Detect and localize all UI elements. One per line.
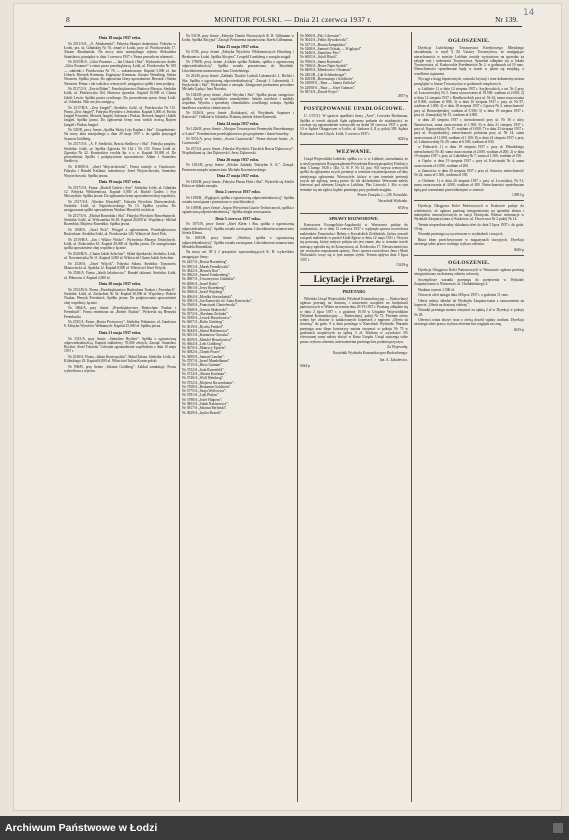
register-entry: Nr 1071/B, prwy firmie „Józef Klein i Ska, spółka z ograniczoną odpowiedzialnością”. Spółka została rozwiązana. Likwidatorem ustanowiono Józefa Kleina. — [182, 222, 294, 235]
register-entry: Nr 1515/A, przy firmie „Stanisław Rychter”. Spółka z ograniczoną odpowiedzialnością. Kapitał zakładowy 70,000 złotych. Zarząd: Stanisław Rychter, Józef Tokarski. Uchwała zgromadzenia wspólników z dnia 10 maja 1937 r. — [64, 336, 176, 354]
register-entry: Nr 2517/3/A. „A. F. Siedlecki, Bracia Siedleccy i Ska”. Fabryka przędzy. Siedziba: Łódź, ul. Spółka Zgierska Nr 144 i Nr 135. Firma Łódź ul. Zgierska Nr 22. Konstruktor zwykła Sp. z o. o. Kapitał 50,000 zł. Do prowadzenia Spółki i podpisywania upoważnieni: Adam i Stanisław Siedleccy. — [64, 142, 176, 164]
struck-firm-entry: Nr 3651/A „Kazimierz Gruszka”. — [182, 333, 231, 338]
register-entry: Nr 2531/B/A. Firma „Przedsiębiorstwo Budowlane Noakar i Ferenbach”. Siedziba: Łódź, ul. Zachodnia Nr 34. Kapitał 30,000 zł. Wspólnicy: Robert Noakar, Henryk Ferenbach. Spółka jawna. Do podpisywania upoważnieni obaj wspólnicy łącznie. — [64, 287, 176, 305]
page-number: 8 — [66, 15, 70, 24]
register-entry: Nr 2572/A, prwy firmie „Fabryka Wyrobów Tkackich Bracia Dąbrowscy”. Wspólnikami są: Jan Dąbrowski i Jerzy Dąbrowski. — [182, 146, 294, 156]
bankruptcy-text: U. 1/37/21. W sprawie upadłości firmy „Arce”, Leworka Hochmana, Spółka w trzech akcjach Sądu ogłoszono podanie do wiadomości, że zwołuje się zgromadzenie wierzycieli na dzień 30 czerwca 1937 r. godz. 10 w Sądzie Okręgowym w Łodzi, ul. Sadowa 4, II p. pokój 309. Sędzia Komisarz: Leon Ulrych. Łódź, 5 czerwca 1937 r. — [300, 114, 408, 136]
announcement-heading: OGŁOSZENIE. — [448, 260, 490, 267]
struck-firm-entry: Nr 3887/A „Towarzystwo Gdańskie”. — [182, 277, 237, 282]
announcement-body — [414, 268, 524, 327]
struck-firm-entry: Nr 3862/A „Szmul Frankenberg”. — [182, 273, 231, 278]
struck-firm-entry: Nr 3768/A „Beniamin Goldstein”. — [182, 384, 232, 389]
column-divider — [179, 32, 180, 802]
register-entry: Nr 1026/A, prwy firmie „Kodakopol, wł. Woydanek, Szpauser i Kniewski”. Oddział w Gdańsku. Prokurę udziela Adam Kniewski. — [182, 111, 294, 120]
announcement-paragraph: Warunki przetargu można otrzymać za opłatą 2 zł w Dyrekcji w pokoju Nr 28. — [414, 308, 524, 317]
struck-firm-entry: Nr 23099/A „ Bara — Janina Zielicka”. — [300, 81, 357, 86]
section-rule — [300, 144, 408, 145]
corner-square-icon — [553, 823, 563, 833]
announcement-paragraph: Biura złom przechowywane w magazynach stacyjnych. Dyrekcja zastrzega sobie prawo wolnego wyboru oferenta. — [414, 237, 524, 247]
struck-firm-entry: Nr 3775/A „Szaja Wolfowicz”. — [182, 389, 227, 394]
column-register-continued — [182, 34, 294, 804]
register-entry: Nr 2517/B/A. „Zew Jangiel”, Siedziba: Łódź, ul. Piotrkowska Nr 115. Firma „Zew Jangiel”, Fabryka Wyrobów z Jedwabiu. Kapitał 5,000 zł. Pachis Jangiel Pomirski, Moszek Jangiel, Salomon i Pinkus, Herszek Jangiel i Jakób Jangiel. Spółka jawna. Do zgłoszenia firmy oraz weksli tworzą Rojzen Jangiel i Pinkus Jangiel. — [64, 105, 176, 127]
register-entry: Nr 2511/3/A. „A. Abrahamski”, Fabryka Skarpet doniesiono. Fabryka w Łodzi, prz. ul. Gdańskiej Nr 76, zmarł w Łodzi, przy ul. Piotrkowskiej 17. Abram Abrahamski. Na mocy aktu notarjalnego rejentu Aleksandra Stanisława, pomiędzy w dniu 1 czerwca 1937 r. Firma przeszła na własność... — [64, 41, 176, 59]
struck-firm-entry: Nr 3670/A „Maurycy Epstein”. — [182, 346, 227, 351]
register-entry: Nr 2517/2/A. „Erwin Böhm”, Przedsiębiorstwo Budowy Maszyn. Siedziba Łódź, ul. Piotrkowska 164. Hurtowa sprzedaż. Kapitał 10,000 zł. Chaim Jakób Lewin. Spółka prawa cywilnego. Do prowadzenia spraw firmy Łódź, ul. Gdańska. Nikt nie jest zastępcą. — [64, 87, 176, 105]
archive-name: Archiwum Państwowe w Łodzi — [5, 822, 158, 834]
announcement-paragraph: Szczegółowe warunki przetargu do przejrzenia w Wydziale Zaopatrywania w Warszawie, ul. Chałubińskiego 4. — [414, 277, 524, 287]
struck-firms-list — [300, 34, 408, 94]
register-entry: Nr 1456/B, prwy firmie „Fabryka Pluszu Holz i Ska”. Wykreśla się Adolfa Holza ze składu zarządu. — [182, 179, 294, 189]
summons-text: Urząd Wojewódzki Lubelski, spółka z o. o. w Lublinie, zawiadamia, że w myśl przepisów Rozporządzenia Prezydenta Rzeczypospolitej Polskiej z dnia 3 lutego 1928 r. (Dz. U. R. P. Nr 13, poz. 93) wzywa wierzycieli spółki do zgłoszenia swych pretensji w terminie trzymiesięcznym od daty niniejszego ogłoszenia. Wierzyciele, którzy w tym terminie pretensji swych nie zgłoszą, utracą prawo do ich dochodzenia. Wezwania należy kierować pod adresem Urzędu w Lublinie, Plac Litewski 1. Kto w tym terminie się nie zgłosi, będzie pominięty przy podziale majątku. — [300, 157, 408, 192]
notice-code: 15418-g — [396, 263, 408, 268]
section-rule — [414, 200, 524, 201]
register-entry: Nr 1169/B/A. „Józef Wojciechowski”, Firma istnieje w Ozorkowie. Fabryka i Handel Kaflami; udziałowcy: Józef Wojciechowski, Stanisław Wojciechowski. Spółka jawna. — [64, 164, 176, 178]
announcement-heading: OGŁOSZENIE. — [448, 38, 490, 44]
struck-firm-entry: Nr 3829/A „Izydor Brandt”. — [182, 410, 223, 415]
struck-firm-entry: Nr 3740/A „Wolf Weinberg”. — [182, 376, 225, 381]
announcement-paragraph: Oferenci winni złożyć wraz z ofertą dowód wpłaty wadium. Dyrekcja zastrzega sobie prawo wyboru oferenta bez względu na cenę. — [414, 318, 524, 327]
notice-code: 6516-p — [397, 205, 408, 210]
date-heading: Dnia 3 czerwca 1937 roku. — [215, 215, 261, 221]
struck-firm-entry: Nr 3664/A „Leib Goldberg”. — [182, 341, 224, 346]
gazette-title: MONITOR POLSKI. — Dnia 21 czerwca 1937 r. — [214, 15, 372, 24]
notice-code: 6026-p — [513, 247, 524, 252]
announcement-paragraph: Termin nieprzekraczalny składania ofert do dnia 5 lipca 1937 r. do godz. 10-tej. — [414, 222, 524, 231]
pencil-page-mark: 14 — [523, 8, 535, 18]
struck-firm-entry: Nr 3707/A „Izrael Mandelbaum”. — [182, 359, 231, 364]
tender-signature: Inż. A. Zakolewicz. — [379, 357, 408, 362]
register-entry: Nr 1643/B, prwy firmie „Józef Woydan i Ska”. Spółka jawna, zastępstwo spółki: każdy ze wspólników samodzielnie. Szkoła wyrobów i zakłady wspólnot. Wyrobu i sprzedaży chemikaliów wszelkiego rodzaju. Spółka handlowa wyrobów chemicznych. — [182, 92, 294, 110]
announcement-paragraph: w Puławach: 1) w dniu 19 sierpnia 1937 r. przy ul. Piłsudskiego nieruchomość Nr 40, suma oszacowania zł 2.000, wadium zł 200; 2) w dniu 19 sierpnia 1937 r. przy ul. Lubelskiej Nr 7, suma zł 1.500, wadium zł 150. — [414, 145, 524, 158]
struck-firm-entry: Nr 3722/A „Juda Rozenfeld”. — [182, 367, 225, 372]
register-entry: Nr 2530/A. Firma „Jakób Jakubowicz”. Handel skórami. Siedziba: Łódź, ul. Północna 4. Kapitał 2,000 zł. — [64, 271, 176, 280]
struck-firm-entry: Nr 3568/A „Gerson Skalewski”. — [182, 307, 229, 312]
struck-firm-entry: Nr 3715/A „Hirsz Gutman”. — [182, 363, 223, 368]
struck-firm-entry: Nr 3619/A „Rywka Frenkel”. — [182, 324, 225, 329]
announcement-paragraph: Otwarcie ofert nastąpi dnia 28 lipca 1937 r. o godzinie 11 rano. — [418, 293, 509, 298]
column-divider — [411, 32, 412, 802]
notice-code: 13991-g — [512, 193, 524, 197]
date-heading: Dnia 25 maja 1937 roku. — [216, 43, 260, 49]
struck-firm-entry: Nr 2401/B „Lah Schlensberger”. — [300, 72, 348, 77]
notice-code: 6025-p — [397, 137, 408, 142]
column-divider — [297, 32, 298, 802]
summons-heading: WEZWANIE. — [336, 149, 372, 156]
register-entry: Nr 1226/B, prwy firmie „Akcyjne Towarzystwo Przemysłu Bawełnianego w Łodzi”. Przedmiotem przedsiębiorstwa jest przędzenie i tkanie bawełny. — [182, 127, 294, 136]
struck-firm-entry: Nr 3803/A „Jakub Rabinowicz”. — [182, 402, 229, 407]
struck-firm-entry: Nr 22000/A „ Bara — Józef Gutman”. — [300, 85, 356, 90]
register-entry: Nr 1189/B, prwy firmie „Argon Wytwórnia Gazów Technicznych, spółka z ograniczoną odpowiedzialnością”. Spółka uległa rozwiązaniu. — [182, 205, 294, 215]
struck-firm-entry: Nr 5044/A „Feliks Rywakowski”. — [300, 38, 349, 43]
struck-firm-entry: Nr 3607/A „Rufin Ginsberg”. — [182, 320, 225, 325]
struck-firm-entry: Nr 4006/A „Izrael Kohn”. — [182, 281, 220, 286]
struck-firm-entry: Nr 3752/A „Mojżesz Kirszenbaum”. — [182, 380, 235, 385]
notice-code: 6015-p — [513, 327, 524, 332]
register-entry: Nr 1789/B, prwy firmie „Łódzka spółka Nabiału, spółka z ograniczoną odpowiedzialnością”. Spółka została przeniesiona do Skrzelnik. Likwidatorem ustanowiono Jana Ciesielskiego. — [182, 60, 294, 73]
announcement-paragraph: Wadium wynosi 1.500 zł. — [418, 287, 455, 292]
register-entry: Nr 261/B, prwy firmie „Zakłady Tkackie Ludwik Lubomirski. L. Bielski i Ska. Spółka z ograniczoną odpowiedzialnością”. Zarząd: I. Lubomirski. J. Strykowski i Ska”. Wykreślono z zarządu. Zastępcami prokuranta powołano Michała Gąskę i Jana Nowaka. — [182, 74, 294, 92]
announcement-body — [414, 204, 524, 246]
struck-firm-entry: Nr 3590/A „Lewek Boruchowicz”. — [182, 316, 233, 321]
register-entry: Nr 67/B, prwy firmie „Fabryka Wyrobów Włókienniczych Hirszberg i Birnbaum w Łodzi, Spółka Akcyjna”. Leopold Landsberg z zarządu ustąpił. — [182, 50, 294, 59]
announcement-body — [414, 46, 524, 192]
notice-code: 6044-p — [300, 363, 311, 368]
struck-firm-entry: Nr 3961/A „Jerzy Rozenberg”. — [182, 286, 227, 291]
struck-firm-entry: Nr 2603/B „Borensztajn i Goldstein”. — [300, 76, 355, 81]
register-entry: Nr 1198/B, „Węglopol, spółka z ograniczoną odpowiedzialnością”. Spółka została rozwiązana i postawiona w stan likwidacji. — [182, 196, 294, 205]
struck-firm-entry: Nr 3699/A „Samuel Landau”. — [182, 354, 225, 359]
register-entry: Nr 1008/A. „Józef Pick”. Wstąpił z ogłoszeniem. Przedsiębiorstwo Budowlane. Siedziba Łódź, ul. Piotrkowska 120. Właściciel Józef Pick. — [64, 227, 176, 237]
register-entry: Nr 9551/A, prwy firmie „Arcon Czarnowski”. Firma obecnie brzmi „A. Czarnowski”. — [182, 137, 294, 146]
struck-firm-entry: Nr 3798/A „Józef Halpern”. — [182, 397, 223, 402]
tender-text: Wileński Urząd Wojewódzki (Wydział Komunikacyjny — Budowlany) ogłasza przetarg na dostawę i ustawienie urządzeń na budynkach państwowych w Wilnie na termin dnia 29.VI.1937 r. Przetarg odbędzie się w dniu 2 lipca 1937 r. o godzinie 10.00 w Urzędzie Wojewódzkim (Wydział Komunikacyjny — Budowlany), pokój Nr 75. Pisemne oferty winny być złożone w zalakowanych kopertach z napisem „Oferta na dostawę” do godz. 9 w dniu przetargu w Kancelarii Wydziału. Warunki przetargu oraz ślepe kosztorysy można otrzymać w pokoju Nr 75 w godzinach urzędowych za opłatą 3 zł. Wadium w wysokości 5% oferowanej sumy należy złożyć w Kasie Urzędu. Urząd zastrzega sobie prawo wyboru oferenta, unieważnienia przetargu bez podania przyczyn. — [300, 296, 408, 344]
tender-signature: Naczelnik Wydziału Komunikacyjno-Budowlanego: — [332, 351, 408, 356]
announcement-paragraph: w Zamościu: w dniu 20 sierpnia 1937 r. przy ul. Staszica, nieruchomość Nr 24, suma zł 5.500, wadium zł 550. — [414, 169, 524, 178]
register-entry: Nr 2535/A. Firma „Bracia Piotrowscy”. Siedziba: Pabianice, ul. Zamkowa 8. Fabryka Wyrobów Wełnianych. Kapitał 25,000 zł. Spółka jawna. — [64, 320, 176, 329]
register-entry: Nr 2517/3/A. Firma: „Rudolf Gadeis i Syn”. Siedziba: Łódź, ul. Gdańska 12. Fabryka Włókiennicza. Kapitał 5,000 zł. Rudolf Gadeis i Syn Mieczysław. Spółka jawna. Do zgłaszania firmy upoważnieni obaj wspólnicy. — [64, 185, 176, 199]
tender-signature: Za Wojewodę: — [387, 345, 408, 350]
date-heading: Dnia 21 maja 1937 roku. — [98, 329, 142, 335]
bankruptcy-heading: POSTĘPOWANIE UPADŁOŚCIOWE. — [303, 106, 405, 113]
notice-code: 2957-p — [397, 94, 408, 99]
date-heading: Dnia 18 maja 1937 roku. — [98, 35, 142, 40]
announcement-paragraph: Dyrekcja Lubelskiego Towarzystwa Kredytowego Miejskiego zawiadamia, w myśl § 82 Ustawy Towarzystwa, że następujące nieruchomości w mieście Lublinie zostały wystawione na sprzedaż za zaległe raty i należności Towarzystwa. Sprzedaż odbędzie się w lokalu Towarzystwa, ul. Krakowskie Przedmieście Nr 2, w godzinach od 10 rano. Nieruchomości sprzedawane będą w stanie w jakim się znajdują, z wszelkimi ciężarami. — [414, 46, 524, 76]
struck-firm-entry: Nr 5446/A „Stanisław Pers”. — [300, 51, 342, 56]
register-entry: Nr 2517/3/A. „Wacław Hirszfeld”, Fabryka Wyrobów Dziewiarskich. Siedziba: Łódź, ul. Napiórkowskiego Nr 13. Spółka cywilna. Do zastępowania spółki upoważniony Wacław Hirszfeld osobiście. — [64, 199, 176, 213]
auctions-section-heading: Licytacje i Przetargi. — [300, 272, 408, 286]
register-entry: Nr 1651/B, prwy firmie „Polskie Zakłady Tekstylne S. A.”. Zarząd: Prezesem zarządu ustanowiono Michała Korzeniewskiego. — [182, 163, 294, 172]
column-announcements — [414, 34, 524, 804]
register-entry: Nr 2538/A. Firma „Julian Koniecpolski”, Skład Żelaza. Siedziba: Łódź, ul. Kilińskiego 28. Kapitał 6,000 zł. Właściciel Julian Koniecpolski. — [64, 354, 176, 364]
section-rule — [300, 101, 408, 102]
struck-firm-entry: Nr 3572/A „Abraham Zielonki”. — [182, 311, 229, 316]
column-notices — [300, 34, 408, 804]
struck-firm-entry: Nr 3734/A „Abram Kaufman”. — [182, 371, 227, 376]
struck-firm-entry: Nr 7496/A „Herze Najer Szolek”. — [300, 64, 349, 69]
register-entry: Nr 1683/B, prwy firmie „Wartbos, spółka z ograniczoną odpowiedzialnością”. Spółka została rozwiązana. Likwidatorem ustanowiono Mendela Rosenblata. — [182, 236, 294, 249]
page-header — [64, 12, 522, 27]
struck-firm-entry: Nr 2457/A „Bracia Rozenberg”. — [182, 260, 229, 265]
register-entry: Nr 2517/5/A. „Michał Rozenblat i Ska”. Fabryka Wyrobów Bawełnianych. Siedziba: Łódź, ul. Wólczańska Nr 65. Kapitał 20,000 zł. Wspólnicy: Michał Rozenblat, Mojżesz Rozenblat. Spółka jawna. — [64, 213, 176, 227]
announcement-paragraph: Wyciągi z ksiąg hipotecznych, warunki licytacji i inne dokumenty można przeglądać w biurze Towarzystwa w godzinach urzędowych. — [414, 77, 524, 86]
date-heading: Dnia 20 maja 1937 roku. — [98, 280, 142, 286]
register-entry: Nr 936/B, przy firmie „Szlama Goldberg”. Zakład zamknięty. Firma wykreślona z rejestru. — [64, 364, 176, 373]
column-register-entries — [64, 34, 176, 804]
struck-firm-entry: Nr 3644/A „Szmul Rubinowicz”. — [182, 328, 230, 333]
struck-firm-entry: Nr 8409/A „Mendowicz i Neuman”. — [300, 68, 353, 73]
announcement-paragraph: w Lublinie: 1) w dniu 12 sierpnia 1937 r. Szyjkowskich, z art. Nr 2 przy ul. Łuszczewskiej Nr 3. Suma oszacowania zł 19.500, wadium zł 2.000; 2) w dniu 12 sierpnia 1937 r. Bendkowskich przy ul. Nr 62, suma oszacowania zł 8.000, wadium zł 800; 3) w dniu 16 sierpnia 1937 r. przy ul. Nr 97, wadium zł 1.000; 4) w dniu 18 sierpnia 1937 r. Lipowa Nr 2, nieruchomość przy ul. Bernardyńskiej, wadium zł 5.500; 5) w dniu 19 sierpnia 1937 r. przy ul. Zamojskiej Nr 15, wadium zł 4.000. — [414, 87, 524, 117]
section-rule — [300, 213, 408, 214]
announcement-paragraph: w Opolu: w dniu 19 sierpnia 1937 r. przy ul. Kościuszki Nr 4, suma oszacowania zł 2.000, wadium zł 200. — [414, 159, 524, 168]
struck-firm-entry: Nr 7006/A „Sama Rozenzka”. — [300, 59, 344, 64]
register-entry: Nr 1864/A, przy firmie „Przedsiębiorstwo Budowlane Noakar i Ferenbach”. Firma zmieniona na „Robert Noakar”. Wykreśla się Henryka Ferenbacha. — [64, 306, 176, 319]
date-heading: Dnia 2 czerwca 1937 roku. — [215, 189, 261, 195]
summons-signature: Prezes Zarządu: (—) M. Kowalski. — [357, 192, 408, 197]
register-entry: Nr 2519/B/A. „Jan i Wiktor Wittke”. Wytwórnia Maszyn Tekstylnych. Łódź, ul. Rokicińska 65. Kapitał 40,000 zł. Spółka jawna. Do zastępowania spółki upoważnieni obaj wspólnicy łącznie. — [64, 237, 176, 251]
announcement-paragraph: w Chełmie: 1) w dniu 20 sierpnia 1937 r. przy ul. Lwowskiej, Nr 51, suma oszacowania zł 4.000, wadium zł 400. Nieruchomości sprzedawane będą pod warunkami przewidzianymi w ustawie. — [414, 178, 524, 192]
register-entry: Nr 2528/A. „Józef Wójcik”, Fabryka Sukna. Siedziba: Tomaszów Mazowiecki, ul. Spalska 12. Kapitał 8,000 zł. Właściciel Józef Wójcik. — [64, 261, 176, 270]
register-entry: Nr 2015/B/A. „Gilos Pozamer — Jan Urbach i Ska”. Wydawnictwo dzieło „Gilos Pozamer” z ziemi przez przedsiębiorcę. Łódź, ul. Piotrkowska Nr 100 — sukienki i Piotrkowska Nr 76 — zakonkowany. Kapitał 5,000 zł. Jan Urbach. Herszek Krenman, Eugenjusz Krenman, Gustaw Wenzberg, Stefan Neustein. Spółka jawna. Do zgłoszenia firmy upoważnieni: Herszek i Stefan Neustein. Prima: i tab wekslu u wierzycieli; zastępstwo spółki i inne podpisy. — [64, 60, 176, 86]
struck-firm-entry: Nr 6005/A „Adolf Błach”. — [300, 55, 338, 60]
divorce-heading: SPRAWY ROZWODOWE. — [329, 215, 379, 221]
struck-firm-entry: Nr 3817/A „Szloma Berlinski”. — [182, 406, 228, 411]
struck-firm-entry: Nr 3581/A „Jan Kanowski wł. Anna Kanowska”. — [182, 298, 253, 303]
announcement-paragraph: w dniu 20 sierpnia 1937 r. nieruchomość przy ul. Nr 36 z ulicy Narutowicza, suma oszacowania zł 1.500; 6) w dniu 21 sierpnia 1937 r. przy ul. Kapucyńskiej Nr 17, wadium zł 3.000; 7) w dniu 23 sierpnia 1937 r. przy ul. Świętoduskiej, nieruchomość położona przy ul. Nr 14, suma oszacowania zł 11.000, wadium zł 1.100; 8) w dniu 24 sierpnia 1937 r. przy ul. Lubartowskiej Nr 29, suma zł 6.500, wadium zł 650. — [414, 118, 524, 144]
struck-firm-entry: Nr 5208/A „Samuel Ochsak — Wąglopol”. — [300, 46, 363, 51]
archive-footer-bar — [0, 816, 569, 840]
date-heading: Dnia 26 maja 1937 roku. — [216, 156, 260, 162]
struck-firm-entry: Nr 5006/A „Pik i Libersam”. — [300, 34, 342, 38]
date-heading: Dnia 19 maja 1937 roku. — [98, 178, 142, 184]
issue-number: Nr 139. — [495, 15, 518, 24]
struck-firm-entry: Nr 3659/A „Mendel Herszkowicz”. — [182, 337, 233, 342]
struck-firm-entry: Nr 4064/A „Mordka Starozdański”. — [182, 294, 234, 299]
announcement-paragraph: Dyrekcja Okręgowa Kolei Państwowych w Warszawie ogłasza przetarg nieograniczony na dostawę odzieży roboczej. — [414, 268, 524, 277]
struck-firm-entry: Nr 3901/A „Marek Frendlowski”. — [182, 264, 231, 269]
struck-firm-entry: Nr 3560/A „Franciszek Chmielewski”. — [182, 303, 238, 308]
register-entry: Nr 2520/B/A. „Chaim Jakób Szlechter”, Skład Aptekarski. Siedziba: Łódź, ul. Nowomiejska Nr 11. Kapitał 3,000 zł. Właściciel Chaim Jakób Szlechter. — [64, 251, 176, 261]
struck-firm-entry: Nr 3682/A „Chaim Fiszer”. — [182, 350, 222, 355]
register-entry: Nr 531/B, przy firmie „Fabryka Tkanin Wzorzystych R. B. Gilbmann w Łodzi, Spółka Akcyjna”. Zarząd: Prokurenta ustanowiono Józefa Gilbmanna. — [182, 34, 294, 43]
struck-firm-entry: Nr 3781/A „Lejb Pinkus”. — [182, 393, 220, 398]
struck-firm-entry: Nr 5874/A „Dawid Frejer”. — [300, 89, 340, 94]
announcement-paragraph: Dyrekcja Okręgowa Kolei Państwowych w Krakowie podaje do wiadomości, że ogłasza przetarg nieograniczony na sprzedaż złomu i materjałów staroużytecznych ze stacji Oświęcim. Bliższe informacje w Wydziale Zaopatrywania w Krakowie, ul. Dworcowa Nr 2 pokój Nr 14. — [414, 204, 524, 222]
struck-firm-entry: Nr 3842/A „Henoch Kon”. — [182, 268, 221, 273]
announcement-paragraph: Oferty należy składać do Wydziału Zaopatrywania z oznaczeniem na kopercie „Oferta na dostawę odzieży”. — [414, 298, 524, 307]
register-entry: Nr 529/B, prwy firmie „Spółka Skórę Leja Kaplan i Ska”. Uzupełnienie: Na mocy aktu notarjalnego z dnia 29 maja 1937 r. do spółki przystąpił Szymon Goldberg. — [64, 128, 176, 141]
tender-heading: PRZETARG — [342, 289, 366, 295]
summons-signature: Naczelnik Wydziału. — [377, 199, 408, 204]
date-heading: Dnia 24 maja 1937 roku. — [216, 120, 260, 126]
register-entry: Na mocy art. 38 § 2 przepisów wprowadzających K. H. wykreślono następujące firmy: — [182, 250, 294, 259]
divorce-text: Konsystorz Ewangelicko-Augsburski w Warszawie podaje do wiadomości, że w dniu 15 czerwca 1937 r. wpłynęła sprawa rozwodowa małżonków Franciszka i Heleny z Kowalskich Zielińskich, którzy zawarli związek małżeński w parafii Łódź-Zgierz w dniu 12 maja 1931 r. Wzywa się pozwaną, której miejsce pobytu nie jest znane, aby w terminie trzech miesięcy zgłosiła się do Konsystorza, ul. Królewska 17. Niestawiennictwo nie wstrzyma rozpoznania sprawy. Oraz: sprawa rozwodowa Jana i Marii Walczaków toczy się w tym samym trybie. Termin upływa dnia 5 lipca 1937 r. — [300, 223, 408, 262]
section-rule — [414, 255, 524, 256]
struck-firm-entry: Nr 3966/A „Izrael Wajsberg”. — [182, 290, 225, 295]
date-heading: Dnia 27 maja 1937 roku. — [216, 172, 260, 178]
struck-firm-entry: Nr 5271/A „Bronia Kempińska”. — [300, 42, 348, 47]
announcement-paragraph: Warunki przetargu są wywieszone w wydziałach i stacjach. — [418, 232, 504, 237]
